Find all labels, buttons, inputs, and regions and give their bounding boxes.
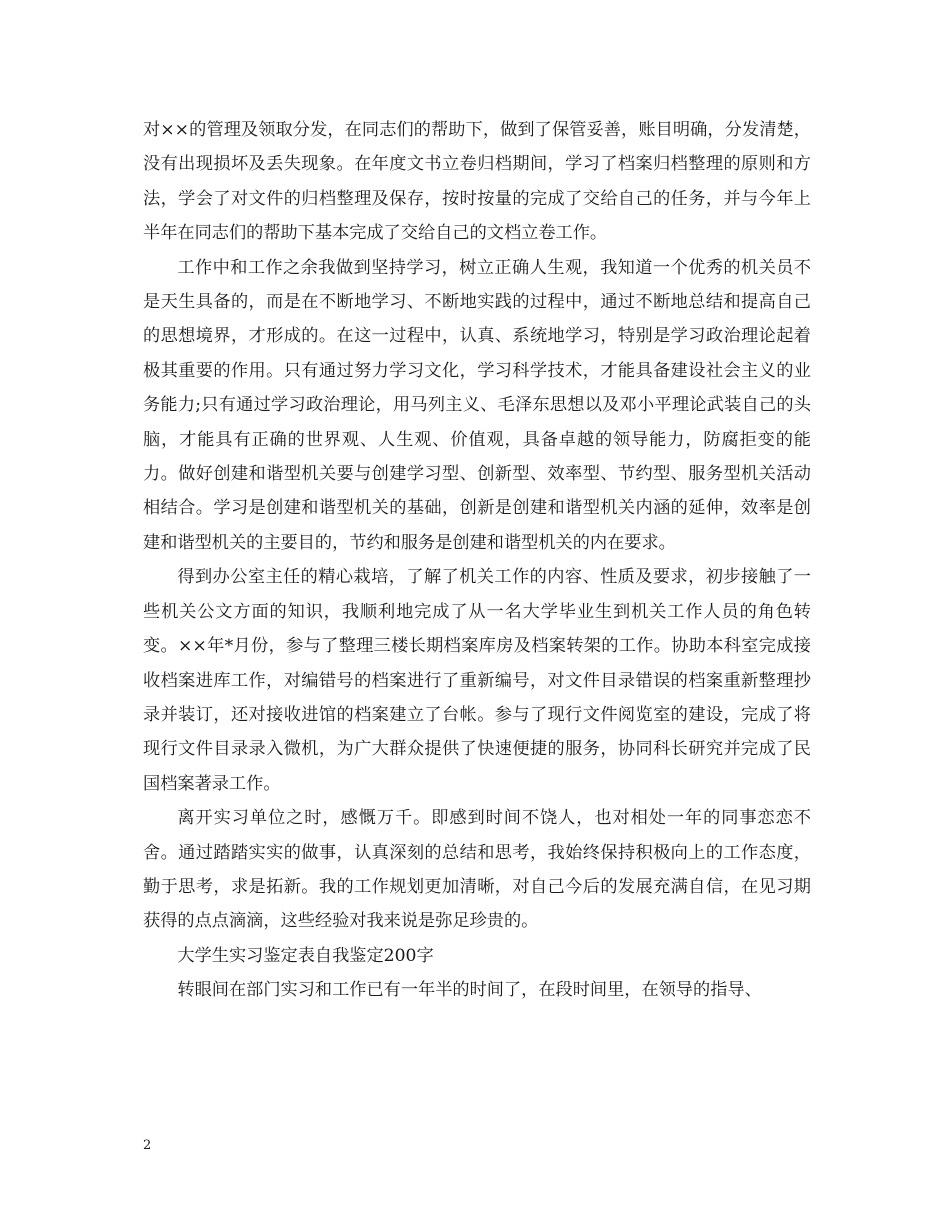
paragraph-continued: 对××的管理及领取分发，在同志们的帮助下，做到了保管妥善，账目明确，分发清楚，没有出现损坏及丢失现象。在年度文书立卷归档期间，学习了档案归档整理的原则和方法，学会了对文件的归档整理及保存，按时按量的完成了交给自己的任务，并与今年上半年在同志们的帮助下基本完成了交给自己的文档立卷工作。 xyxy=(143,120,811,244)
document-body xyxy=(143,113,811,1008)
section-heading: 大学生实习鉴定表自我鉴定200字 xyxy=(177,945,434,966)
paragraph-farewell: 离开实习单位之时，感慨万千。即感到时间不饶人，也对相处一年的同事恋恋不舍。通过踏踏实实的做事，认真深刻的总结和思考，我始终保持积极向上的工作态度，勤于思考，求是拓新。我的工作规划更加清晰，对自己今后的发展充满自信，在见习期获得的点点滴滴，这些经验对我来说是弥足珍贵的。 xyxy=(143,808,811,932)
paragraph-study: 工作中和工作之余我做到坚持学习，树立正确人生观，我知道一个优秀的机关员不是天生具备的，而是在不断地学习、不断地实践的过程中，通过不断地总结和提高自己的思想境界，才形成的。在这一过程中，认真、系统地学习，特别是学习政治理论起着极其重要的作用。只有通过努力学习文化，学习科学技术，才能具备建设社会主义的业务能力;只有通过学习政治理论，用马列主义、毛泽东思想以及邓小平理论武装自己的头脑，才能具有正确的世界观、人生观、价值观，具备卓越的领导能力，防腐拒变的能力。做好创建和谐型机关要与创建学习型、创新型、效率型、节约型、服务型机关活动相结合。学习是创建和谐型机关的基础，创新是创建和谐型机关内涵的延伸，效率是创建和谐型机关的主要目的，节约和服务是创建和谐型机关的内在要求。 xyxy=(143,257,811,553)
paragraph-new-section: 转眼间在部门实习和工作已有一年半的时间了，在段时间里，在领导的指导、 xyxy=(177,980,762,1001)
paragraph-work-experience: 得到办公室主任的精心栽培，了解了机关工作的内容、性质及要求，初步接触了一些机关公文方面的知识，我顺利地完成了从一名大学毕业生到机关工作人员的角色转变。××年*月份，参与了整理三楼长期档案库房及档案转架的工作。协助本科室完成接收档案进库工作，对编错号的档案进行了重新编号，对文件目录错误的档案重新整理抄录并装订，还对接收进馆的档案建立了台帐。参与了现行文件阅览室的建设，完成了将现行文件目录录入微机，为广大群众提供了快速便捷的服务，协同科长研究并完成了民国档案著录工作。 xyxy=(143,567,811,794)
page-number: 2 xyxy=(143,1138,152,1153)
